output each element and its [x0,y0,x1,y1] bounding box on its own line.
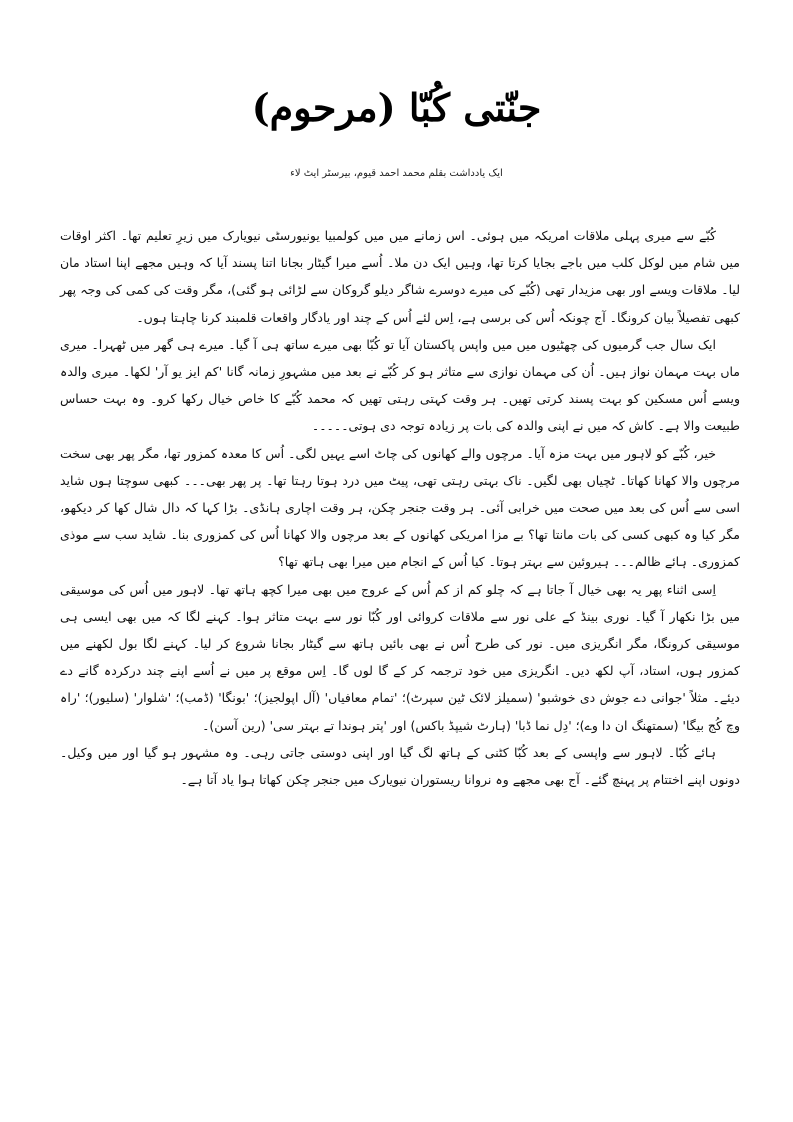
paragraph-1: کُبّے سے میری پہلی ملاقات امریکہ میں ہوئی۔ اس زمانے میں میں کولمبیا یونیورسٹی نیویارک میں زیرِ تعلیم تھا۔ اکثر اوقات میں شام میں لوکل کلب میں باجے بجایا کرتا تھا، وہیں ایک دن ملا۔ اُسے میرا گیٹار بجانا اتنا پسند آیا کہ وہیں مجھے اپنا استاد مان لیا۔ ملاقات ویسے اور بھی مزیدار تھی (کُبّے کی میرے دوسرے شاگر دیلو گروکان سے لڑائی ہو گئی)، مگر وقت کی کمی کی وجہ پھر کبھی تفصیلاً بیان کرونگا۔ آج چونکہ اُس کی برسی ہے، اِس لئے اُس کے چند اور یادگار واقعات قلمبند کرنا چاہتا ہوں۔ [60,228,740,325]
document-byline: ایک یادداشت بقلم محمد احمد قیوم، بیرسٹر ایٹ لاء [290,168,503,179]
paragraph-3: خیر، کُبّے کو لاہور میں بہت مزہ آیا۔ مرچوں والے کھانوں کی چاٹ اسے یہیں لگی۔ اُس کا معدہ کمزور تھا، مگر پھر بھی سخت مرچوں والا کھانا کھاتا۔ ٹچیاں بھی لگیں۔ ناک بہتی رہتی تھی، پیٹ میں درد ہوتا رہتا تھا۔ پر پھر بھی۔۔۔ کبھی سوچتا ہوں شاید اسی سے اُس کی بعد میں صحت میں خرابی آئی۔ ہر وقت جنجر چکن، ہر وقت اچاری ہانڈی۔ بڑا کہا کہ دال شال کھا کر دیکھو، مگر کیا وہ کبھی کسی کی بات مانتا تھا؟ بے مزا امریکی کھانوں کے بعد مرچوں والا کھانا اُس کی کمزوری بنا۔ شاید سب سے موذی کمزوری۔ ہائے ظالم۔۔۔ ہیروئین سے بہتر ہوتا۔ کیا اُس کے انجام میں میرا بھی ہاتھ تھا؟ [60,445,740,570]
document-title: جنّتی کُبّا (مرحوم) [251,85,542,130]
paragraph-2: ایک سال جب گرمیوں کی چھٹیوں میں میں واپس پاکستان آیا تو کُبّا بھی میرے ساتھ ہی آ گیا۔ میرے ہی گھر میں ٹھہرا۔ میری ماں بہت مہمان نواز ہیں۔ اُن کی مہمان نوازی سے متاثر ہو کر کُبّے نے بعد میں مشہورِ زمانہ گانا 'کم ایز یو آر' لکھا۔ میری والدہ ویسے اُس مسکین کو بہت پسند کرتی تھیں۔ ہر وقت کہتی رہتی تھیں کہ محمد کُبّے کا خاص خیال رکھا کرو۔ وہ بہت حساس طبیعت والا ہے۔ کاش کہ میں نے اپنی والدہ کی بات پر زیادہ توجہ دی ہوتی۔۔۔۔۔ [60,336,740,434]
paragraph-4: اِسی اثناء پھر یہ بھی خیال آ جاتا ہے کہ چلو کم از کم اُس کے عروج میں بھی میرا کچھ ہاتھ تھا۔ لاہور میں اُس کی موسیقی میں بڑا نکھار آ گیا۔ نوری بینڈ کے علی نور سے ملاقات کروائی اور کُبّا نور سے بہت متاثر ہوا۔ کہنے لگا کہ میں بھی ایسی ہی موسیقی کرونگا، مگر انگریزی میں۔ نور کی طرح اُس نے بھی بائیں ہاتھ سے گیٹار بجانا شروع کر لیا۔ کہنے لگا بول لکھنے میں کمزور ہوں، استاد، آپ لکھ دیں۔ انگریزی میں خود ترجمہ کر کے گا لوں گا۔ اِس موقع پر میں نے اُسے اپنے چند درکردہ گانے دے دیئے۔ مثلاً 'جوانی دے جوش دی خوشبو' (سمیلز لائک ٹین سپرٹ)؛ 'تمام معافیاں' (آل اپولجیز)؛ 'بونگا' (ڈمب)؛ 'شلوار' (سلیور)؛ 'راہ وچ کُج بیگا' (سمتھنگ ان دا وے)؛ 'دِل نما ڈبا' (ہارٹ شیپڈ باکس) اور 'پتر ہوندا تے بہتر سی' (رین آسن)۔ [60,581,740,733]
document-body [60,222,740,793]
paragraph-5: ہائے کُبّا۔ لاہور سے واپسی کے بعد کُبّا کٹنی کے ہاتھ لگ گیا اور اپنی دوستی جاتی رہی۔ وہ مشہور ہو گیا اور میں وکیل۔ دونوں اپنے اختتام پر پہنچ گئے۔ آج بھی مجھے وہ نروانا ریستوران نیویارک میں جنجر چکن کھاتا ہوا یاد آتا ہے۔ [60,744,740,788]
